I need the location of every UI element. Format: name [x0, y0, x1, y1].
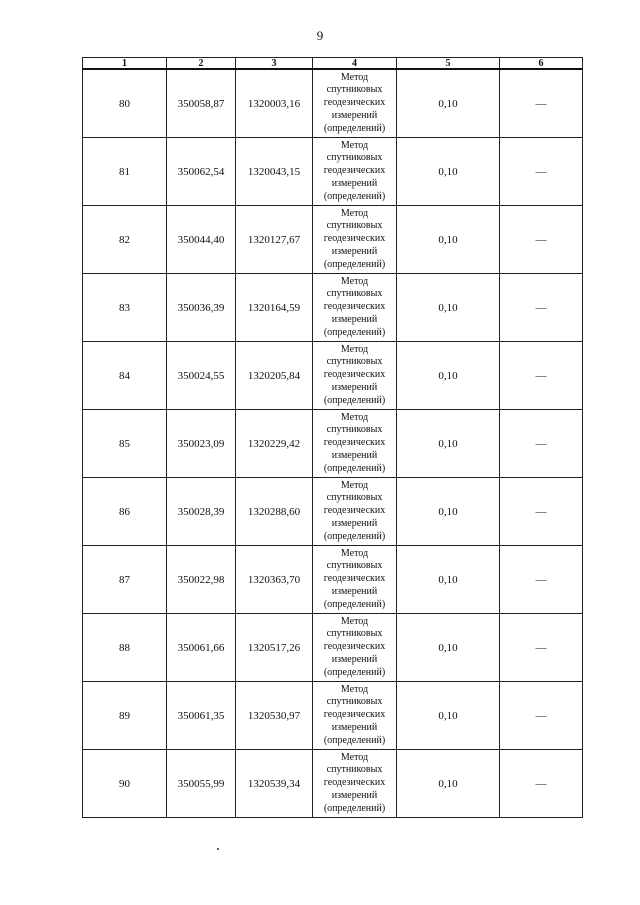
column-header: 3 — [236, 58, 313, 70]
method-line: (определений) — [323, 190, 386, 202]
method-line: спутниковых — [326, 84, 383, 96]
method-cell — [313, 546, 397, 614]
method-line: геодезических — [323, 505, 386, 517]
y-coordinate-cell: 1320530,97 — [236, 682, 313, 750]
method-line: Метод — [340, 207, 369, 219]
x-coordinate-cell: 350055,99 — [167, 750, 236, 818]
method-line: Метод — [340, 615, 369, 627]
method-line: Метод — [340, 479, 369, 491]
y-coordinate-cell: 1320539,34 — [236, 750, 313, 818]
method-line: (определений) — [323, 326, 386, 338]
method-line: измерений — [331, 449, 378, 461]
note-cell: — — [500, 410, 583, 478]
method-line: измерений — [331, 653, 378, 665]
method-line: геодезических — [323, 641, 386, 653]
method-cell — [313, 138, 397, 206]
method-line: геодезических — [323, 369, 386, 381]
table-header-row — [83, 58, 583, 70]
method-cell — [313, 682, 397, 750]
method-line: геодезических — [323, 777, 386, 789]
method-line: спутниковых — [326, 356, 383, 368]
method-line: Метод — [340, 411, 369, 423]
y-coordinate-cell: 1320127,67 — [236, 206, 313, 274]
table-row — [83, 206, 583, 274]
x-coordinate-cell: 350058,87 — [167, 69, 236, 138]
method-line: (определений) — [323, 462, 386, 474]
note-cell: — — [500, 274, 583, 342]
method-line: измерений — [331, 177, 378, 189]
note-cell: — — [500, 682, 583, 750]
note-cell: — — [500, 206, 583, 274]
note-cell: — — [500, 138, 583, 206]
method-line: (определений) — [323, 258, 386, 270]
page-number: 9 — [316, 28, 324, 43]
method-line: (определений) — [323, 530, 386, 542]
method-line: измерений — [331, 789, 378, 801]
method-line: геодезических — [323, 233, 386, 245]
method-line: измерений — [331, 585, 378, 597]
method-line: Метод — [340, 275, 369, 287]
method-line: спутниковых — [326, 288, 383, 300]
accuracy-cell: 0,10 — [397, 342, 500, 410]
note-cell: — — [500, 546, 583, 614]
column-header: 5 — [397, 58, 500, 70]
note-cell: — — [500, 750, 583, 818]
method-line: измерений — [331, 517, 378, 529]
table-row — [83, 342, 583, 410]
x-coordinate-cell: 350061,66 — [167, 614, 236, 682]
y-coordinate-cell: 1320205,84 — [236, 342, 313, 410]
point-number-cell: 83 — [83, 274, 167, 342]
method-cell — [313, 478, 397, 546]
note-cell: — — [500, 342, 583, 410]
y-coordinate-cell: 1320229,42 — [236, 410, 313, 478]
method-line: Метод — [340, 751, 369, 763]
method-line: геодезических — [323, 573, 386, 585]
method-cell — [313, 750, 397, 818]
method-line: (определений) — [323, 666, 386, 678]
method-line: измерений — [331, 381, 378, 393]
x-coordinate-cell: 350036,39 — [167, 274, 236, 342]
method-line: спутниковых — [326, 424, 383, 436]
method-cell — [313, 614, 397, 682]
method-line: (определений) — [323, 598, 386, 610]
point-number-cell: 81 — [83, 138, 167, 206]
method-line: Метод — [340, 343, 369, 355]
method-line: (определений) — [323, 394, 386, 406]
method-line: спутниковых — [326, 628, 383, 640]
method-line: геодезических — [323, 97, 386, 109]
method-cell — [313, 410, 397, 478]
method-line: спутниковых — [326, 696, 383, 708]
method-line: геодезических — [323, 709, 386, 721]
method-line: Метод — [340, 547, 369, 559]
method-line: измерений — [331, 721, 378, 733]
table-row — [83, 750, 583, 818]
column-header: 2 — [167, 58, 236, 70]
note-cell: — — [500, 478, 583, 546]
column-header: 6 — [500, 58, 583, 70]
table-row — [83, 138, 583, 206]
accuracy-cell: 0,10 — [397, 274, 500, 342]
point-number-cell: 90 — [83, 750, 167, 818]
method-line: спутниковых — [326, 560, 383, 572]
x-coordinate-cell: 350062,54 — [167, 138, 236, 206]
y-coordinate-cell: 1320363,70 — [236, 546, 313, 614]
accuracy-cell: 0,10 — [397, 750, 500, 818]
x-coordinate-cell: 350023,09 — [167, 410, 236, 478]
table-row — [83, 614, 583, 682]
table-row — [83, 682, 583, 750]
x-coordinate-cell: 350024,55 — [167, 342, 236, 410]
accuracy-cell: 0,10 — [397, 138, 500, 206]
y-coordinate-cell: 1320288,60 — [236, 478, 313, 546]
method-line: измерений — [331, 109, 378, 121]
method-cell — [313, 342, 397, 410]
y-coordinate-cell: 1320517,26 — [236, 614, 313, 682]
note-cell: — — [500, 614, 583, 682]
accuracy-cell: 0,10 — [397, 410, 500, 478]
accuracy-cell: 0,10 — [397, 478, 500, 546]
column-header: 1 — [83, 58, 167, 70]
accuracy-cell: 0,10 — [397, 69, 500, 138]
column-header: 4 — [313, 58, 397, 70]
table-row — [83, 69, 583, 138]
accuracy-cell: 0,10 — [397, 206, 500, 274]
point-number-cell: 80 — [83, 69, 167, 138]
method-line: (определений) — [323, 734, 386, 746]
table-row — [83, 410, 583, 478]
method-line: Метод — [340, 71, 369, 83]
note-cell: — — [500, 69, 583, 138]
method-line: (определений) — [323, 122, 386, 134]
stray-dot — [217, 848, 219, 850]
method-line: Метод — [340, 683, 369, 695]
point-number-cell: 82 — [83, 206, 167, 274]
method-line: спутниковых — [326, 220, 383, 232]
method-line: геодезических — [323, 301, 386, 313]
x-coordinate-cell: 350022,98 — [167, 546, 236, 614]
method-line: спутниковых — [326, 152, 383, 164]
point-number-cell: 86 — [83, 478, 167, 546]
method-cell — [313, 69, 397, 138]
point-number-cell: 84 — [83, 342, 167, 410]
method-line: геодезических — [323, 165, 386, 177]
point-number-cell: 87 — [83, 546, 167, 614]
x-coordinate-cell: 350028,39 — [167, 478, 236, 546]
method-cell — [313, 274, 397, 342]
accuracy-cell: 0,10 — [397, 546, 500, 614]
method-line: спутниковых — [326, 492, 383, 504]
method-cell — [313, 206, 397, 274]
table-row — [83, 546, 583, 614]
point-number-cell: 85 — [83, 410, 167, 478]
point-number-cell: 89 — [83, 682, 167, 750]
method-line: геодезических — [323, 437, 386, 449]
method-line: измерений — [331, 313, 378, 325]
accuracy-cell: 0,10 — [397, 682, 500, 750]
y-coordinate-cell: 1320043,15 — [236, 138, 313, 206]
accuracy-cell: 0,10 — [397, 614, 500, 682]
method-line: спутниковых — [326, 764, 383, 776]
x-coordinate-cell: 350044,40 — [167, 206, 236, 274]
method-line: (определений) — [323, 802, 386, 814]
y-coordinate-cell: 1320003,16 — [236, 69, 313, 138]
table-row — [83, 478, 583, 546]
method-line: измерений — [331, 245, 378, 257]
table-body — [83, 69, 583, 818]
coordinates-table — [82, 57, 583, 818]
y-coordinate-cell: 1320164,59 — [236, 274, 313, 342]
table-row — [83, 274, 583, 342]
point-number-cell: 88 — [83, 614, 167, 682]
x-coordinate-cell: 350061,35 — [167, 682, 236, 750]
method-line: Метод — [340, 139, 369, 151]
